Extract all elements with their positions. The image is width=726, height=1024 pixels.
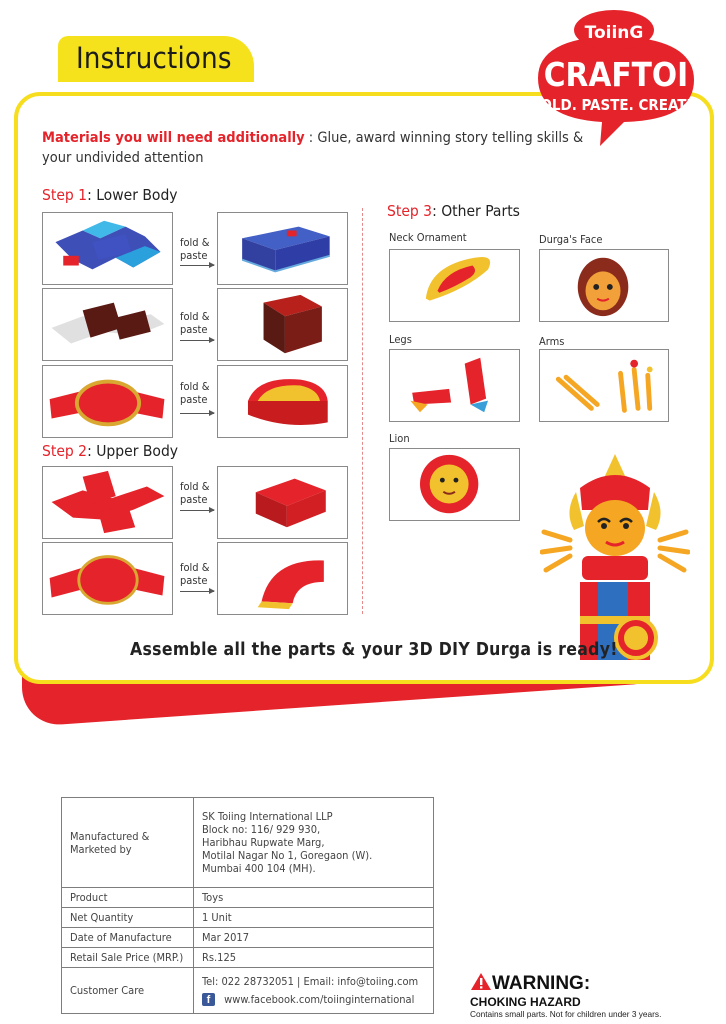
table-row: [62, 948, 434, 968]
product-info-table: [61, 797, 434, 1014]
row-value: Toys: [194, 888, 434, 908]
arms-image: [539, 349, 669, 422]
header-tab: [58, 36, 254, 82]
address-line: SK Toiing International LLP: [202, 810, 333, 823]
step2-title: : Upper Body: [87, 442, 179, 460]
step2-number: Step 2: [42, 442, 88, 460]
row-key: Customer Care: [62, 968, 194, 1014]
fold-label: fold & paste: [180, 236, 210, 262]
logo-brand: ToiinG: [584, 23, 644, 43]
assemble-message: Assemble all the parts & your 3D DIY Durga is ready!: [130, 640, 618, 660]
step2-flat-net-1: [42, 466, 173, 539]
fold-label: fold & paste: [180, 310, 210, 336]
arrow: [180, 413, 214, 414]
row-value: Rs.125: [194, 948, 434, 968]
step3-title: : Other Parts: [432, 202, 520, 220]
step1-flat-net-1: [42, 212, 173, 285]
logo-tagline: FOLD. PASTE. CREATE.: [531, 96, 700, 114]
materials-text: [42, 128, 602, 168]
row-key: Retail Sale Price (MRP.): [62, 948, 194, 968]
step3-number: Step 3: [387, 202, 433, 220]
part-label-arms: Arms: [539, 335, 565, 348]
table-row: [62, 908, 434, 928]
warning-icon: [470, 972, 492, 991]
step1-folded-1: [217, 212, 348, 285]
page-title: Instructions: [76, 41, 232, 75]
step1-number: Step 1: [42, 186, 88, 204]
table-row: [62, 968, 434, 1014]
part-label-neck: Neck Ornament: [389, 231, 467, 244]
step1-flat-net-3: [42, 365, 173, 438]
row-key: Date of Manufacture: [62, 928, 194, 948]
address-line: Block no: 116/ 929 930,: [202, 823, 321, 836]
row-value: 1 Unit: [194, 908, 434, 928]
arrow: [180, 340, 214, 341]
row-value-address: [194, 798, 434, 888]
step3-heading: [387, 202, 520, 220]
table-row: [62, 798, 434, 888]
part-label-face: Durga's Face: [539, 233, 603, 246]
fold-label: fold & paste: [180, 561, 210, 587]
materials-list: : Glue, award winning story telling skills & your undivided attention: [42, 130, 584, 166]
neck-ornament-image: [389, 249, 520, 322]
facebook-line: [202, 993, 425, 1007]
fold-label: fold & paste: [180, 480, 210, 506]
address-line: Haribhau Rupwate Marg,: [202, 836, 325, 849]
step1-folded-3: [217, 365, 348, 438]
address-line: Mumbai 400 104 (MH).: [202, 862, 316, 875]
warning-title-line: [470, 972, 720, 995]
facebook-url[interactable]: www.facebook.com/toiinginternational: [224, 992, 415, 1006]
fold-label: fold & paste: [180, 380, 210, 406]
row-key: Product: [62, 888, 194, 908]
row-value: Mar 2017: [194, 928, 434, 948]
step2-heading: [42, 442, 178, 460]
legs-image: [389, 349, 520, 422]
warning-title: WARNING:: [492, 973, 591, 994]
address-line: Motilal Nagar No 1, Goregaon (W).: [202, 849, 373, 862]
step1-folded-2: [217, 288, 348, 361]
table-row: [62, 888, 434, 908]
warning-text: Contains small parts. Not for children under 3 years.: [470, 1009, 662, 1019]
facebook-icon: f: [202, 993, 215, 1006]
step2-folded-1: [217, 466, 348, 539]
lion-image: [389, 448, 520, 521]
step1-heading: [42, 186, 178, 204]
row-value-contact: [194, 968, 434, 1014]
step2-folded-2: [217, 542, 348, 615]
step-divider: [362, 208, 363, 614]
logo-name: CRAFTOI: [543, 55, 689, 94]
table-row: [62, 928, 434, 948]
part-label-legs: Legs: [389, 333, 412, 346]
choking-warning: [470, 972, 720, 1019]
contact-tel-email: Tel: 022 28732051 | Email: info@toiing.com: [202, 974, 419, 988]
arrow: [180, 510, 214, 511]
materials-label: Materials you will need additionally: [42, 130, 305, 146]
row-key: Net Quantity: [62, 908, 194, 928]
arrow: [180, 591, 214, 592]
durga-face-image: [539, 249, 669, 322]
step1-title: : Lower Body: [87, 186, 178, 204]
arrow: [180, 265, 214, 266]
craftoi-logo: [528, 8, 700, 148]
step2-flat-net-2: [42, 542, 173, 615]
warning-subtitle: CHOKING HAZARD: [470, 995, 581, 1009]
step1-flat-net-2: [42, 288, 173, 361]
durga-illustration: [540, 452, 690, 662]
part-label-lion: Lion: [389, 432, 410, 445]
row-key: Manufactured & Marketed by: [62, 798, 194, 888]
